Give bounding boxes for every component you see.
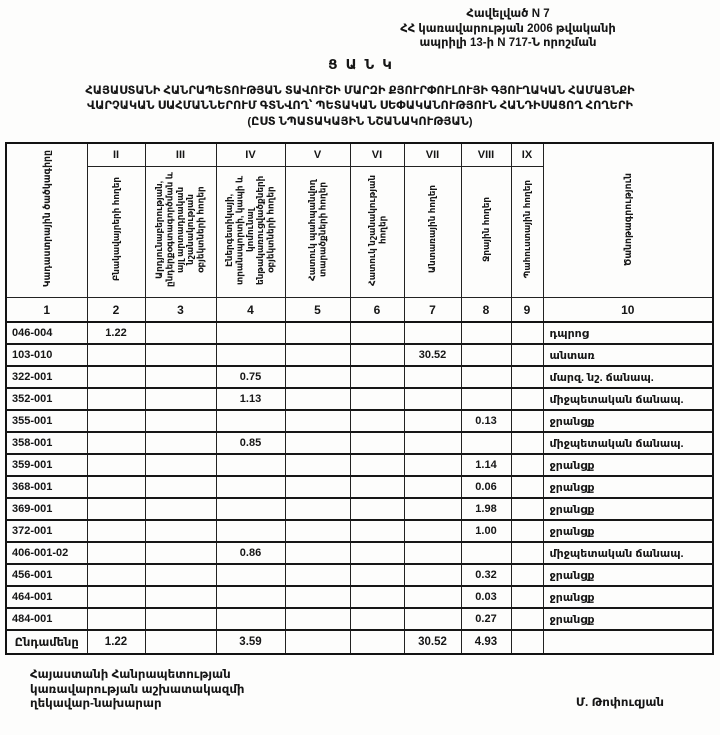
cell-area-value xyxy=(285,410,350,432)
cell-area-value xyxy=(511,498,543,520)
cell-note: ջրանցք xyxy=(543,476,713,498)
roman-numeral: IV xyxy=(216,143,285,167)
signatory-line: ղեկավար-նախարար xyxy=(30,696,162,710)
cell-area-value xyxy=(461,432,511,454)
cell-area-value xyxy=(285,366,350,388)
total-reserve xyxy=(511,630,543,654)
cell-area-value xyxy=(461,388,511,410)
cell-area-value xyxy=(285,454,350,476)
cell-area-value: 1.14 xyxy=(461,454,511,476)
header-forest-lands: Անտառային հողեր xyxy=(404,167,461,298)
cell-area-value xyxy=(285,388,350,410)
title-line: ՎԱՐՉԱԿԱՆ ՍԱՀՄԱՆՆԵՐՈՒՄ ԳՏՆՎՈՂ՝ ՊԵՏԱԿԱՆ ՍԵՓԱԿԱՆՈՒԹՅՈՒՆ ՀԱՆԴԻՍԱՑՈՂ ՀՈՂԵՐԻ xyxy=(86,100,634,112)
signatory-position xyxy=(30,667,245,711)
cell-area-value xyxy=(145,586,216,608)
header-infrastructure-lands: Էներգետիկայի, տրանսպորտի, կապի և կոմունալ ենթակառուցվածքների օբյեկտների հողեր xyxy=(216,167,285,298)
cell-area-value: 0.85 xyxy=(216,432,285,454)
cell-parcel-code: 358-001 xyxy=(6,432,87,454)
table-row xyxy=(6,454,713,476)
cell-parcel-code: 359-001 xyxy=(6,454,87,476)
cell-area-value xyxy=(145,454,216,476)
column-number: 10 xyxy=(543,298,713,323)
signatory-line: կառավարության աշխատակազմի xyxy=(30,681,245,696)
document-title xyxy=(0,84,720,131)
cell-parcel-code: 355-001 xyxy=(6,410,87,432)
cell-area-value xyxy=(87,432,145,454)
cell-area-value xyxy=(145,344,216,366)
table-row xyxy=(6,344,713,366)
cell-note: մարզ. նշ. ճանապ. xyxy=(543,366,713,388)
cell-area-value xyxy=(461,366,511,388)
cell-area-value xyxy=(350,454,404,476)
roman-numeral: IX xyxy=(511,143,543,167)
cell-area-value: 0.06 xyxy=(461,476,511,498)
cell-area-value: 0.03 xyxy=(461,586,511,608)
header-note xyxy=(543,143,713,298)
cell-parcel-code: 369-001 xyxy=(6,498,87,520)
column-number: 5 xyxy=(285,298,350,323)
total-infrastructure: 3.59 xyxy=(216,630,285,654)
cell-area-value xyxy=(404,366,461,388)
table-row xyxy=(6,388,713,410)
cell-area-value: 0.75 xyxy=(216,366,285,388)
cell-area-value xyxy=(216,322,285,344)
cell-area-value xyxy=(216,410,285,432)
cell-area-value xyxy=(87,388,145,410)
appendix-reference xyxy=(352,7,664,51)
cell-note: միջպետական ճանապ. xyxy=(543,388,713,410)
cell-area-value xyxy=(216,498,285,520)
cell-area-value: 30.52 xyxy=(404,344,461,366)
cell-note: միջպետական ճանապ. xyxy=(543,432,713,454)
cell-note: ջրանցք xyxy=(543,520,713,542)
cell-area-value xyxy=(350,366,404,388)
cell-area-value xyxy=(145,476,216,498)
signatory-line: Հայաստանի Հանրապետության xyxy=(30,667,231,681)
cell-area-value xyxy=(350,542,404,564)
roman-numeral: II xyxy=(87,143,145,167)
column-number: 6 xyxy=(350,298,404,323)
cell-note: ջրանցք xyxy=(543,564,713,586)
cell-area-value xyxy=(87,542,145,564)
total-industrial xyxy=(145,630,216,654)
cell-parcel-code: 484-001 xyxy=(6,608,87,630)
cell-parcel-code: 372-001 xyxy=(6,520,87,542)
cell-area-value xyxy=(285,322,350,344)
cell-area-value xyxy=(87,410,145,432)
cell-area-value xyxy=(285,564,350,586)
cell-parcel-code: 352-001 xyxy=(6,388,87,410)
cell-area-value xyxy=(216,520,285,542)
cell-note: անտառ xyxy=(543,344,713,366)
header-special-lands: Հատուկ նշանակության հողեր xyxy=(350,167,404,298)
cell-parcel-code: 406-001-02 xyxy=(6,542,87,564)
cell-area-value xyxy=(511,520,543,542)
cell-area-value xyxy=(285,608,350,630)
total-label: Ընդամենը xyxy=(6,630,87,654)
table-row xyxy=(6,366,713,388)
cell-area-value xyxy=(461,344,511,366)
cell-parcel-code: 322-001 xyxy=(6,366,87,388)
cell-area-value xyxy=(511,432,543,454)
appendix-line: Հավելված N 7 xyxy=(466,8,550,20)
cell-area-value xyxy=(87,564,145,586)
column-number: 8 xyxy=(461,298,511,323)
column-number: 3 xyxy=(145,298,216,323)
cell-note: ջրանցք xyxy=(543,586,713,608)
total-row xyxy=(6,630,713,654)
header-note-label: Ծանոթագրություն xyxy=(622,172,633,266)
table-row xyxy=(6,586,713,608)
cell-area-value xyxy=(350,344,404,366)
cell-area-value xyxy=(87,366,145,388)
cell-area-value xyxy=(511,322,543,344)
cell-parcel-code: 368-001 xyxy=(6,476,87,498)
cell-area-value xyxy=(350,520,404,542)
cell-area-value xyxy=(87,476,145,498)
roman-numeral: V xyxy=(285,143,350,167)
cell-area-value xyxy=(404,542,461,564)
cell-area-value xyxy=(145,388,216,410)
cell-area-value xyxy=(511,454,543,476)
total-water: 4.93 xyxy=(461,630,511,654)
roman-numeral: III xyxy=(145,143,216,167)
total-note xyxy=(543,630,713,654)
cell-area-value xyxy=(87,498,145,520)
cell-area-value xyxy=(461,322,511,344)
cell-area-value xyxy=(404,498,461,520)
cell-area-value xyxy=(285,344,350,366)
total-forest: 30.52 xyxy=(404,630,461,654)
header-reserve-lands: Պահուստային հողեր xyxy=(511,167,543,298)
cell-area-value: 0.27 xyxy=(461,608,511,630)
cell-area-value xyxy=(285,520,350,542)
column-number: 9 xyxy=(511,298,543,323)
cell-area-value xyxy=(145,498,216,520)
column-number: 1 xyxy=(6,298,87,323)
cell-area-value xyxy=(511,542,543,564)
table-row xyxy=(6,476,713,498)
cell-area-value xyxy=(350,432,404,454)
cell-area-value xyxy=(511,564,543,586)
table-row xyxy=(6,608,713,630)
cell-area-value xyxy=(216,344,285,366)
cell-area-value xyxy=(87,344,145,366)
cell-area-value xyxy=(404,520,461,542)
cell-area-value xyxy=(350,608,404,630)
cell-note: միջպետական ճանապ. xyxy=(543,542,713,564)
cell-area-value xyxy=(145,564,216,586)
header-cadastral-code xyxy=(6,143,87,298)
cell-area-value xyxy=(145,322,216,344)
cell-note: ջրանցք xyxy=(543,454,713,476)
cell-area-value xyxy=(285,432,350,454)
cell-area-value xyxy=(350,476,404,498)
cell-area-value xyxy=(350,410,404,432)
cell-area-value xyxy=(216,564,285,586)
cell-parcel-code: 456-001 xyxy=(6,564,87,586)
table-row xyxy=(6,498,713,520)
cell-area-value xyxy=(87,608,145,630)
cell-area-value xyxy=(216,454,285,476)
cell-area-value: 1.22 xyxy=(87,322,145,344)
cell-area-value: 0.86 xyxy=(216,542,285,564)
cell-area-value xyxy=(285,476,350,498)
table-row xyxy=(6,564,713,586)
table-row xyxy=(6,410,713,432)
header-cadastral-code-label: Կադաստրային ծածկագիրը xyxy=(41,150,52,288)
cell-area-value xyxy=(87,454,145,476)
table-row xyxy=(6,432,713,454)
roman-numeral: VII xyxy=(404,143,461,167)
cell-area-value xyxy=(145,410,216,432)
cell-area-value xyxy=(404,586,461,608)
cell-area-value xyxy=(145,608,216,630)
cell-area-value xyxy=(404,322,461,344)
cell-area-value xyxy=(145,366,216,388)
appendix-line: ՀՀ կառավարության 2006 թվականի xyxy=(400,22,616,35)
cell-parcel-code: 464-001 xyxy=(6,586,87,608)
cell-area-value xyxy=(511,476,543,498)
column-number-row xyxy=(6,298,713,323)
cell-area-value xyxy=(216,608,285,630)
cell-area-value: 0.32 xyxy=(461,564,511,586)
cell-area-value xyxy=(350,322,404,344)
cell-area-value xyxy=(87,586,145,608)
cell-area-value xyxy=(285,542,350,564)
cell-note: ջրանցք xyxy=(543,498,713,520)
cell-area-value xyxy=(87,520,145,542)
roman-numeral: VIII xyxy=(461,143,511,167)
cell-area-value xyxy=(350,564,404,586)
cell-area-value xyxy=(511,388,543,410)
column-number: 2 xyxy=(87,298,145,323)
signatory-name: Մ. Թոփուզյան xyxy=(575,695,664,709)
total-protected xyxy=(285,630,350,654)
cell-area-value xyxy=(461,542,511,564)
title-line: ՀԱՅԱՍՏԱՆԻ ՀԱՆՐԱՊԵՏՈՒԹՅԱՆ ՏԱՎՈՒՇԻ ՄԱՐԶԻ ՔՅՈՒՐՓՈՒԼՈՒՅԻ ԳՅՈՒՂԱԿԱՆ ՀԱՄԱՅՆՔԻ xyxy=(85,84,635,97)
total-settlement: 1.22 xyxy=(87,630,145,654)
column-number: 7 xyxy=(404,298,461,323)
cell-note: ջրանցք xyxy=(543,410,713,432)
cell-area-value xyxy=(511,608,543,630)
cell-area-value xyxy=(404,564,461,586)
cell-area-value xyxy=(404,410,461,432)
cell-area-value xyxy=(511,586,543,608)
list-title: ՑԱՆԿ xyxy=(328,56,400,72)
cell-area-value xyxy=(404,432,461,454)
cell-area-value: 1.98 xyxy=(461,498,511,520)
table-row xyxy=(6,322,713,344)
cell-note: դպրոց xyxy=(543,322,713,344)
cell-area-value xyxy=(216,586,285,608)
cell-area-value xyxy=(404,608,461,630)
header-water-lands: Ջրային հողեր xyxy=(461,167,511,298)
cell-area-value: 1.13 xyxy=(216,388,285,410)
signature-block xyxy=(30,667,664,711)
cell-area-value xyxy=(511,344,543,366)
appendix-line: ապրիլի 13-ի N 717-Ն որոշման xyxy=(419,37,597,49)
table-row xyxy=(6,542,713,564)
cell-area-value xyxy=(285,586,350,608)
cell-parcel-code: 103-010 xyxy=(6,344,87,366)
column-number: 4 xyxy=(216,298,285,323)
cell-area-value xyxy=(145,432,216,454)
cell-area-value xyxy=(404,454,461,476)
table-row xyxy=(6,520,713,542)
header-protected-lands: Հատուկ պահպանվող տարածքների հողեր xyxy=(285,167,350,298)
cell-area-value xyxy=(404,476,461,498)
cell-area-value xyxy=(350,388,404,410)
cell-area-value xyxy=(216,476,285,498)
land-parcels-table xyxy=(5,142,714,655)
cell-area-value: 0.13 xyxy=(461,410,511,432)
cell-area-value xyxy=(145,542,216,564)
roman-numeral-row xyxy=(6,143,713,167)
cell-area-value xyxy=(511,366,543,388)
cell-area-value xyxy=(404,388,461,410)
cell-area-value xyxy=(350,586,404,608)
cell-area-value xyxy=(145,520,216,542)
table-body xyxy=(6,322,713,630)
total-special xyxy=(350,630,404,654)
cell-area-value xyxy=(350,498,404,520)
cell-parcel-code: 046-004 xyxy=(6,322,87,344)
cell-note: ջրանցք xyxy=(543,608,713,630)
header-industrial-lands: Արդյունաբերության, ընդերքօգտագործման և այլ արտադրական նշանակության օբյեկտների հողեր xyxy=(145,167,216,298)
title-line: (ԸՍՏ ՆՊԱՏԱԿԱՅԻՆ ՆՇԱՆԱԿՈՒԹՅԱՆ) xyxy=(247,115,473,128)
cell-area-value: 1.00 xyxy=(461,520,511,542)
cell-area-value xyxy=(511,410,543,432)
roman-numeral: VI xyxy=(350,143,404,167)
cell-area-value xyxy=(285,498,350,520)
header-settlement-lands: Բնակավայրերի հողեր xyxy=(87,167,145,298)
